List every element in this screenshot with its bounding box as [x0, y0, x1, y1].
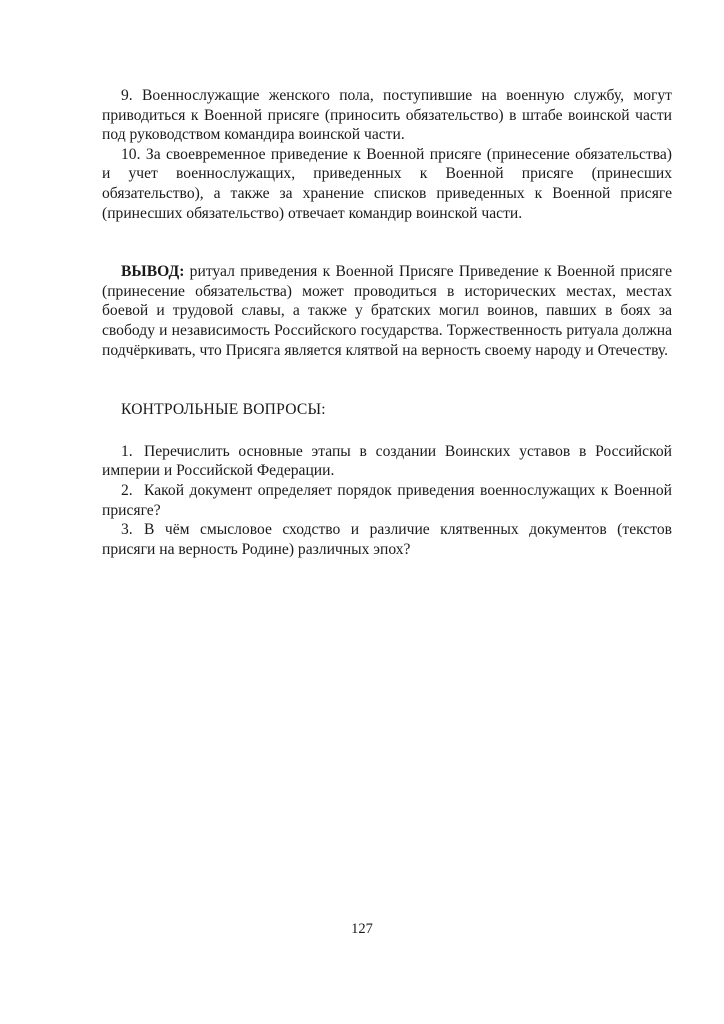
document-page: [102, 86, 672, 559]
question-number: 1.: [121, 442, 133, 460]
spacer: [102, 223, 672, 262]
question-text: Какой документ определяет порядок приведения военнослужащих к Военной присяге?: [102, 481, 672, 519]
question-text: Перечислить основные этапы в создании Воинских уставов в Российской империи и Российской Федерации.: [102, 442, 672, 480]
conclusion-label: ВЫВОД:: [121, 263, 185, 281]
paragraph-number: 10.: [121, 145, 141, 163]
paragraph-text: За своевременное приведение к Военной присяге (принесение обязательства) и учет военнослужащих, приведенных к Военной присяге (принесших обязательство), а также за хранение списков приведенных к Военной присяге (принесших обязательство) отвечает командир воинской части.: [102, 145, 672, 222]
question-item-3: [102, 520, 672, 559]
question-item-2: [102, 481, 672, 520]
page-number: 127: [351, 921, 373, 937]
body-paragraph-9: [102, 86, 672, 145]
conclusion-text: ритуал приведения к Военной Присяге Приведение к Военной присяге (принесение обязательства) может проводиться в исторических местах, местах боевой и трудовой славы, а также у братских могил воинов, павших в боях за свободу и независимость Российского государства. Торжественность ритуала должна подчёркивать, что Присяга является клятвой на верность своему народу и Отечеству.: [102, 263, 672, 359]
body-paragraph-10: [102, 145, 672, 223]
conclusion-paragraph: [102, 262, 672, 360]
spacer: [102, 360, 672, 400]
question-number: 3.: [121, 521, 133, 539]
paragraph-number: 9.: [121, 87, 133, 104]
spacer: [102, 420, 672, 442]
paragraph-text: Военнослужащие женского пола, поступившие на военную службу, могут приводиться к Военной присяге (приносить обязательство) в штабе воинской части под руководством командира воинской части.: [102, 87, 672, 144]
question-text: В чём смысловое сходство и различие клятвенных документов (текстов присяги на верность Родине) различных эпох?: [102, 521, 672, 558]
question-number: 2.: [121, 481, 133, 499]
question-item-1: [102, 442, 672, 481]
questions-heading: КОНТРОЛЬНЫЕ ВОПРОСЫ:: [121, 401, 326, 419]
